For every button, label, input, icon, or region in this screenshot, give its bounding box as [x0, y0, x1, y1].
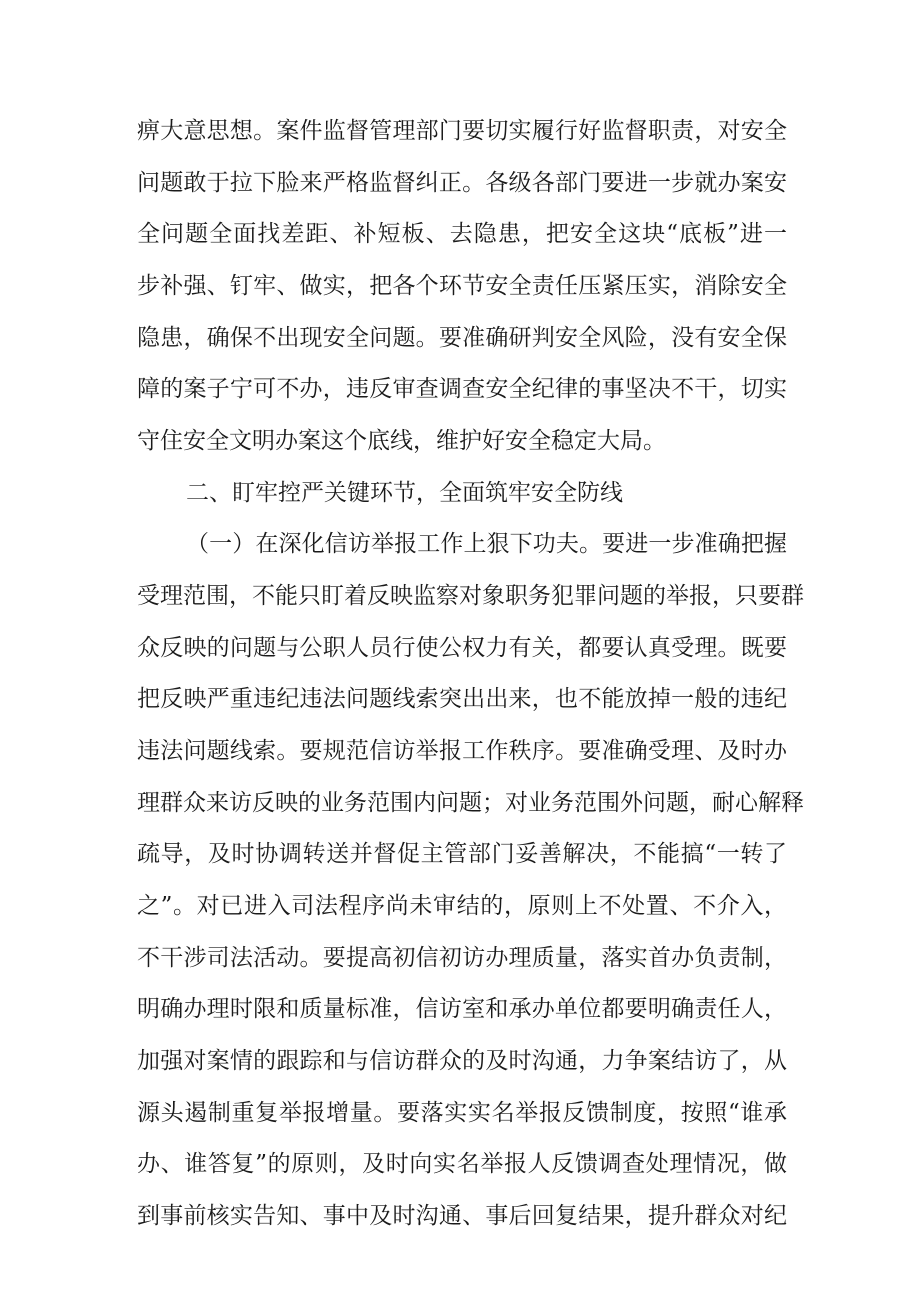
body-text-line: （一）在深化信访举报工作上狠下功夫。要进一步准确把握: [186, 531, 787, 557]
body-text-line: 隐患，确保不出现安全问题。要准确研判安全风险，没有安全保: [137, 325, 787, 351]
body-text-line: 违法问题线索。要规范信访举报工作秩序。要准确受理、及时办: [137, 738, 787, 764]
body-text-line: 理群众来访反映的业务范围内问题；对业务范围外问题，耐心解释: [137, 790, 804, 816]
body-text-line: 加强对案情的跟踪和与信访群众的及时沟通，力争案结访了，从: [137, 1048, 787, 1074]
body-text-line: 痹大意思想。案件监督管理部门要切实履行好监督职责，对安全: [137, 118, 787, 144]
body-text-line: 到事前核实告知、事中及时沟通、事后回复结果，提升群众对纪: [137, 1203, 787, 1229]
body-text-line: 障的案子宁可不办，违反审查调查安全纪律的事坚决不干，切实: [137, 376, 787, 402]
body-text-line: 明确办理时限和质量标准，信访室和承办单位都要明确责任人，: [137, 996, 787, 1022]
body-text-line: 把反映严重违纪违法问题线索突出出来，也不能放掉一般的违纪: [137, 686, 787, 712]
body-text-line: 问题敢于拉下脸来严格监督纠正。各级各部门要进一步就办案安: [137, 170, 787, 196]
body-text-line: 守住安全文明办案这个底线，维护好安全稳定大局。: [137, 428, 666, 454]
body-text-line: 之”。对已进入司法程序尚未审结的，原则上不处置、不介入，: [137, 893, 787, 919]
body-text-line: 步补强、钉牢、做实，把各个环节安全责任压紧压实，消除安全: [137, 273, 787, 299]
section-heading: 二、盯牢控严关键环节，全面筑牢安全防线: [186, 480, 623, 506]
body-text-line: 疏导，及时协调转送并督促主管部门妥善解决，不能搞“一转了: [137, 841, 787, 867]
body-text-line: 办、谁答复”的原则，及时向实名举报人反馈调查处理情况，做: [137, 1151, 787, 1177]
body-text-line: 众反映的问题与公职人员行使公权力有关，都要认真受理。既要: [137, 635, 787, 661]
body-text-line: 源头遏制重复举报增量。要落实实名举报反馈制度，按照“谁承: [137, 1100, 787, 1126]
body-text-line: 全问题全面找差距、补短板、去隐患，把安全这块“底板”进一: [137, 221, 787, 247]
body-text-line: 不干涉司法活动。要提高初信初访办理质量，落实首办负责制，: [137, 945, 787, 971]
body-text-line: 受理范围，不能只盯着反映监察对象职务犯罪问题的举报，只要群: [137, 583, 804, 609]
